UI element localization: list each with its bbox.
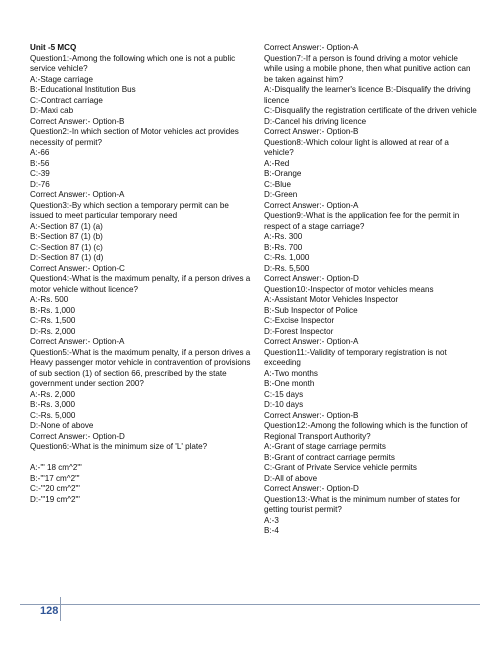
left-column-line: Correct Answer:- Option-B [30, 116, 125, 126]
right-column-line: D:-Rs. 5,500 [264, 263, 310, 273]
left-column-line: Correct Answer:- Option-A [30, 337, 125, 346]
left-column-line: D:-Maxi cab [30, 106, 74, 115]
right-column-line: D:-Forest Inspector [264, 326, 334, 336]
left-column-line: Question3:-By which section a temporary permit can be issued to meet particular temporary need [30, 200, 229, 220]
right-column-line: B:-Sub Inspector of Police [264, 305, 358, 315]
right-column-line: Correct Answer:- Option-D [264, 274, 359, 283]
right-column-line: Correct Answer:- Option-A [264, 200, 359, 210]
right-column-line: B:-4 [264, 526, 279, 535]
right-column-line: B:-Grant of contract carriage permits [264, 452, 395, 462]
right-column-line: C:-15 days [264, 389, 304, 399]
right-column-line: C:-Disqualify the registration certificate of the driven vehicle [264, 106, 477, 115]
left-column-line: D:-Rs. 2,000 [30, 326, 76, 336]
left-column-line: A:-'" 18 cm^2"' [30, 463, 82, 472]
left-column-line: C:-'"20 cm^2"' [30, 484, 80, 493]
left-column-line: C:-39 [30, 169, 50, 178]
left-column-line: C:-Contract carriage [30, 95, 103, 105]
right-column-line: C:-Excise Inspector [264, 316, 335, 325]
right-column-line: B:-One month [264, 379, 315, 388]
right-column-line: A:-Disqualify the learner's licence B:-Disqualify the driving licence [264, 85, 471, 105]
left-column-line: D:-'"19 cm^2"' [30, 494, 80, 504]
right-column-line: D:-All of above [264, 473, 318, 483]
right-column-line: B:-Orange [264, 169, 302, 178]
right-column-line: Correct Answer:- Option-B [264, 127, 359, 136]
right-column-line: Question8:-Which colour light is allowed at rear of a vehicle? [264, 137, 449, 157]
left-column-line: Question2:-In which section of Motor vehicles act provides necessity of permit? [30, 127, 239, 147]
right-column-line: Question7:-If a person is found driving a motor vehicle while using a mobile phone, then what punitive action can be taken against him? [264, 53, 471, 84]
right-column-line: A:-Grant of stage carriage permits [264, 442, 386, 451]
right-column-line: Correct Answer:- Option-A [264, 337, 359, 346]
left-column-line: B:-'"17 cm^2"' [30, 473, 80, 483]
right-column-line: Question9:-What is the application fee for the permit in respect of a stage carriage? [264, 211, 460, 231]
left-column-line: A:-Stage carriage [30, 74, 93, 84]
left-column-line: Unit -5 MCQ [30, 43, 77, 52]
left-column-line: B:-Rs. 3,000 [30, 400, 75, 409]
right-column-line: B:-Rs. 700 [264, 242, 303, 252]
right-column-line: A:-Assistant Motor Vehicles Inspector [264, 295, 399, 304]
right-column-line: C:-Blue [264, 179, 291, 189]
left-column-line: A:-Section 87 (1) (a) [30, 221, 103, 231]
right-column-line: D:-Cancel his driving licence [264, 116, 367, 126]
left-column-line: C:-Section 87 (1) (c) [30, 242, 103, 252]
left-column-line: C:-Rs. 1,500 [30, 316, 76, 325]
left-column-line: Question1:-Among the following which one is not a public service vehicle? [30, 53, 236, 73]
right-column-line: Correct Answer:- Option-D [264, 484, 359, 493]
left-column-line: Question5:-What is the maximum penalty, if a person drives a Heavy passenger motor vehicle in contravention of provisions of sub section (1) of section 66, prescribed by the state government under section 200? [30, 347, 251, 388]
right-column-line: A:-Rs. 300 [264, 232, 303, 241]
left-column-line: B:-Rs. 1,000 [30, 305, 75, 315]
left-column-line: B:-Educational Institution Bus [30, 85, 136, 94]
left-column-line: Question4:-What is the maximum penalty, if a person drives a motor vehicle without licence? [30, 274, 251, 294]
left-column-line: A:-Rs. 500 [30, 295, 69, 304]
right-column-line: A:-Red [264, 158, 290, 168]
left-column [30, 43, 252, 505]
right-column-line: Question11:-Validity of temporary registration is not exceeding [264, 347, 447, 367]
left-column-line: D:-76 [30, 179, 50, 189]
right-column-line: Question10:-Inspector of motor vehicles means [264, 284, 434, 294]
right-column [264, 43, 478, 537]
footer-divider [20, 604, 480, 605]
left-column-line: Correct Answer:- Option-C [30, 263, 125, 273]
page-number: 128 [40, 605, 59, 617]
right-column-line: A:-3 [264, 515, 279, 525]
left-column-line: Correct Answer:- Option-A [30, 190, 125, 199]
left-column-line: C:-Rs. 5,000 [30, 410, 76, 420]
right-column-line: Correct Answer:- Option-A [264, 43, 359, 52]
right-column-line: D:-Green [264, 190, 298, 199]
left-column-line [30, 453, 252, 464]
right-column-line: C:-Grant of Private Service vehicle permits [264, 463, 417, 472]
left-column-line: B:-56 [30, 158, 50, 168]
page-number-divider [60, 597, 61, 621]
left-column-line: A:-66 [30, 148, 50, 157]
left-column-line: A:-Rs. 2,000 [30, 389, 75, 399]
right-column-line: Correct Answer:- Option-B [264, 410, 359, 420]
left-column-line: B:-Section 87 (1) (b) [30, 232, 103, 241]
left-column-line: Correct Answer:- Option-D [30, 431, 125, 441]
right-column-line: Question12:-Among the following which is the function of Regional Transport Authority? [264, 421, 468, 441]
left-column-line: Question6:-What is the minimum size of 'L' plate? [30, 442, 208, 451]
right-column-line: A:-Two months [264, 368, 318, 378]
right-column-line: D:-10 days [264, 400, 304, 409]
left-column-line: D:-Section 87 (1) (d) [30, 253, 104, 262]
left-column-line: D:-None of above [30, 421, 94, 430]
right-column-line: C:-Rs. 1,000 [264, 253, 310, 262]
right-column-line: Question13:-What is the minimum number of states for getting tourist permit? [264, 494, 461, 514]
